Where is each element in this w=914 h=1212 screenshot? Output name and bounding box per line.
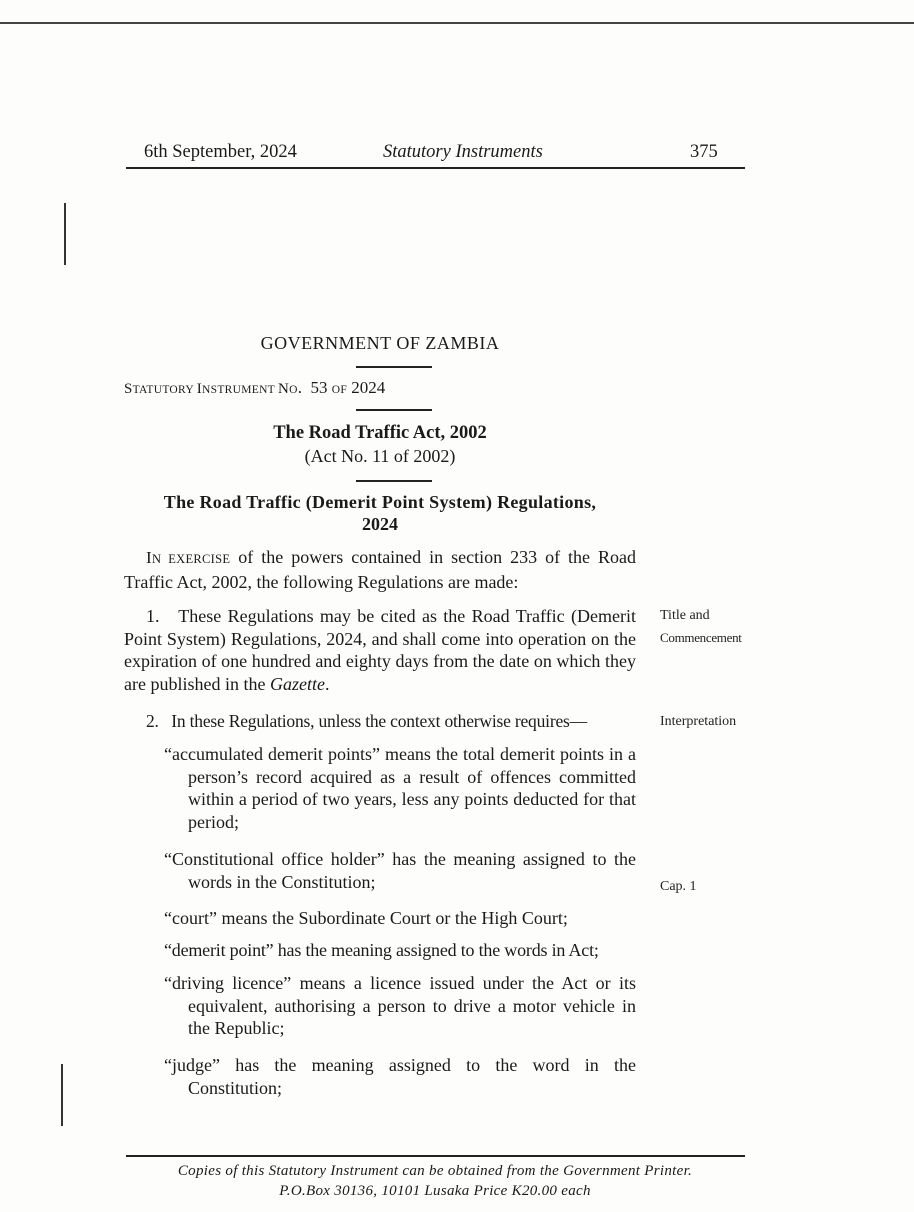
definition-constitutional-office-holder: “Constitutional office holder” has the meaning assigned to the words in the Constitution; — [164, 849, 636, 892]
statutory-instrument-number — [124, 378, 385, 398]
footer-rule — [126, 1155, 745, 1157]
definition-demerit-point: “demerit point” has the meaning assigned to the words in Act; — [164, 940, 599, 960]
section-1-text: 1. These Regulations may be cited as the Road Traffic (Demerit Point System) Regulations, 2024, and shall come into operation on the expiration of one hundred and eighty days from the date on which they are published in the — [124, 606, 641, 694]
section-1-text-end: . — [324, 673, 330, 694]
definition-accumulated-demerit-points: “accumulated demerit points” means the total demerit points in a person’s record acquired as a result of offences committed within a period of two years, less any points deducted for that period; — [164, 744, 636, 832]
heading-rule-3 — [356, 480, 432, 482]
header-title: Statutory Instruments — [383, 142, 543, 162]
margin-title-and: Title and — [660, 608, 710, 623]
margin-interpretation: Interpretation — [660, 714, 737, 729]
scan-top-edge — [0, 22, 914, 24]
section-1-gazette: Gazette — [269, 673, 325, 694]
scan-mark-upper — [64, 203, 66, 265]
heading-rule-2 — [356, 409, 432, 411]
act-number: (Act No. 11 of 2002) — [304, 446, 456, 466]
regulations-title-line2: 2024 — [362, 514, 398, 534]
header-date: 6th September, 2024 — [144, 142, 297, 162]
footer-line-1: Copies of this Statutory Instrument can be obtained from the Government Printer. — [177, 1163, 693, 1179]
si-small-o: O — [289, 384, 298, 396]
si-small-tatutory: TATUTORY — [132, 384, 197, 396]
preamble — [124, 546, 636, 593]
si-small-nstrument: NSTRUMENT — [202, 384, 278, 396]
preamble-lead-cap: I — [146, 548, 152, 567]
definition-judge: “judge” has the meaning assigned to the word in the Constitution; — [164, 1055, 636, 1098]
margin-commencement: Commencement — [660, 630, 742, 645]
definition-court: “court” means the Subordinate Court or the High Court; — [164, 908, 568, 928]
preamble-lead-small: N EXERCISE — [151, 552, 231, 566]
definition-driving-licence: “driving licence” means a licence issued under the Act or its equivalent, authorising a person to drive a motor vehicle in the Republic; — [164, 973, 636, 1038]
section-2: 2. In these Regulations, unless the context otherwise requires— — [146, 711, 587, 731]
act-title: The Road Traffic Act, 2002 — [273, 423, 487, 443]
si-year: 2024 — [347, 378, 386, 397]
header-page-number: 375 — [690, 142, 718, 162]
preamble-text: of the powers contained in section 233 of the Road Traffic Act, 2002, the following Regulations are made: — [124, 547, 636, 592]
government-heading: GOVERNMENT OF ZAMBIA — [260, 333, 500, 353]
margin-cap-1: Cap. 1 — [660, 879, 697, 894]
si-number: . 53 — [297, 378, 332, 397]
si-cap-n: N — [277, 381, 290, 397]
si-cap-i: I — [196, 381, 203, 397]
si-cap-s: S — [124, 381, 133, 397]
footer-line-2: P.O.Box 30136, 10101 Lusaka Price K20.00 each — [279, 1183, 591, 1199]
heading-rule-1 — [356, 366, 432, 368]
scan-mark-lower — [61, 1064, 63, 1126]
section-1 — [124, 605, 641, 695]
regulations-title-line1: The Road Traffic (Demerit Point System) Regulations, — [163, 492, 597, 512]
header-rule — [126, 167, 745, 169]
si-small-of: OF — [331, 384, 348, 396]
